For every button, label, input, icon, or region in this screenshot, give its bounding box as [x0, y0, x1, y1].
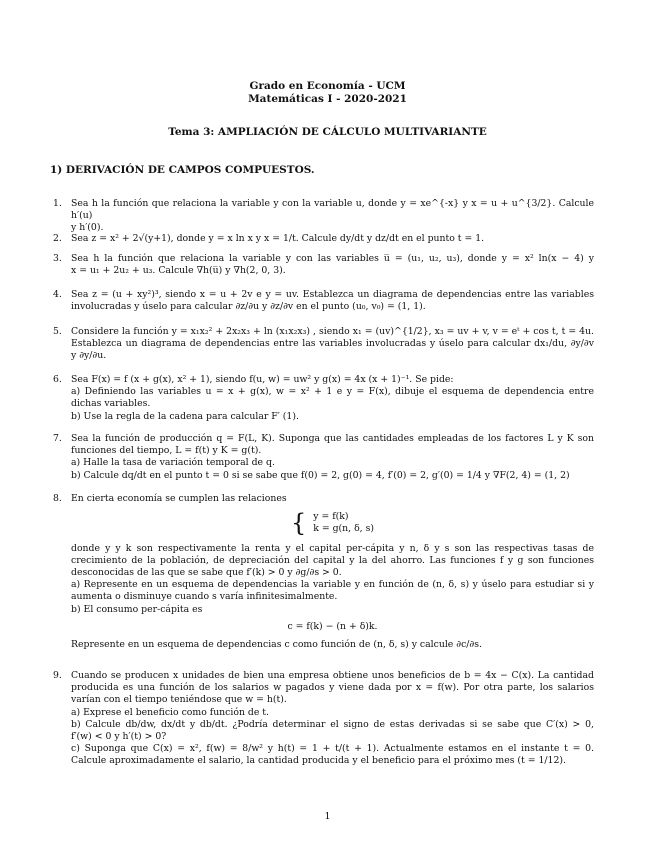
- exercise-number: 5.: [53, 326, 62, 337]
- exercise-line: a) Represente en un esquema de dependencias la variable y en función de (n, δ, s) y úselo para estudiar si y: [71, 579, 594, 591]
- exercise-number: 7.: [53, 433, 62, 444]
- exercise-line: b) Calcule db/dw, dx/dt y db/dt. ¿Podría determinar el signo de estas derivadas si se sabe que C′(x) > 0,: [71, 718, 594, 730]
- exercise-line: b) Use la regla de la cadena para calcular F′ (1).: [71, 410, 299, 422]
- exercise-line: funciones del tiempo, L = f(t) y K = g(t).: [71, 445, 262, 457]
- formula: c = f(k) − (n + δ)k.: [287, 620, 378, 632]
- header-course: Grado en Economía - UCM: [249, 80, 406, 92]
- exercise-line: c) Suponga que C(x) = x², f(w) = 8/w² y h(t) = 1 + t/(t + 1). Actualmente estamos en el instante t = 0.: [71, 743, 594, 755]
- exercise-9: [53, 670, 594, 768]
- exercise-line: Sea z = (u + xy²)³, siendo x = u + 2v e y = uv. Establezca un diagrama de dependencias entre las variables: [71, 289, 594, 300]
- exercise-number: 8.: [53, 493, 62, 504]
- exercise-line: a) Definiendo las variables u = x + g(x), w = x² + 1 e y = F(x), dibuje el esquema de dependencia entre: [71, 386, 594, 398]
- exercise-line: Sea la función de producción q = F(L, K). Suponga que las cantidades empleadas de los factores L y K son: [71, 433, 594, 444]
- exercise-line: a) Exprese el beneficio como función de t.: [71, 706, 269, 718]
- exercise-5: [53, 326, 594, 363]
- exercise-number: 4.: [53, 289, 62, 300]
- exercise-line: b) El consumo per-cápita es: [71, 603, 203, 615]
- exercise-4: [53, 289, 594, 313]
- exercise-line: Sea z = x² + 2√(y+1), donde y = x ln x y x = 1/t. Calcule dy/dt y dz/dt en el punto t = 1.: [71, 233, 485, 244]
- topic-title: Tema 3: AMPLIACIÓN DE CÁLCULO MULTIVARIANTE: [168, 126, 487, 138]
- exercise-line: f′(w) < 0 y h′(t) > 0?: [71, 731, 167, 743]
- equation-system: [71, 509, 594, 538]
- exercise-line: varían con el tiempo teniéndose que w = h(t).: [71, 694, 287, 706]
- exercise-line: a) Halle la tasa de variación temporal de q.: [71, 457, 275, 469]
- exercise-line: y h′(0).: [71, 222, 104, 234]
- exercise-6: [53, 374, 594, 423]
- exercise-3: [53, 253, 594, 277]
- exercise-number: 9.: [53, 670, 62, 681]
- left-brace: {: [291, 509, 307, 538]
- exercise-line: b) Calcule dq/dt en el punto t = 0 si se sabe que f(0) = 2, g(0) = 4, f′(0) = 2, g′(0) = 1/4 y ∇F(2, 4) = (1, 2): [71, 469, 570, 481]
- exercise-line: aumenta o disminuye cuando s varía infinitesimalmente.: [71, 591, 338, 603]
- exercise-1: [53, 198, 594, 235]
- exercise-number: 3.: [53, 253, 62, 264]
- exercise-number: 2.: [53, 233, 62, 244]
- exercise-line: dichas variables.: [71, 398, 151, 410]
- section-heading: 1) DERIVACIÓN DE CAMPOS COMPUESTOS.: [50, 164, 315, 176]
- exercise-line: Sea F(x) = f (x + g(x), x² + 1), siendo f(u, w) = uw² y g(x) = 4x (x + 1)⁻¹. Se pide:: [71, 374, 454, 385]
- exercise-7: [53, 433, 594, 482]
- exercise-line: Sea h la función que relaciona la variable y con la variable u, donde y = xe^{-x} y x = u + u^{3/2}. Calcule h′(u): [71, 198, 594, 222]
- exercise-number: 6.: [53, 374, 62, 385]
- exercise-line: desconocidas de las que se sabe que f′(k) > 0 y ∂g/∂s > 0.: [71, 567, 342, 579]
- exercise-2: [53, 233, 594, 245]
- exercise-line: Considere la función y = x₁x₂² + 2x₂x₃ + ln (x₁x₂x₃) , siendo x₁ = (uv)^{1/2}, x₃ = uv + v, v = eᵗ + cos t, t = 4u.: [71, 326, 594, 337]
- exercise-number: 1.: [53, 198, 62, 209]
- header-subject: Matemáticas I - 2020-2021: [248, 93, 407, 105]
- exercise-line: involucradas y úselo para calcular ∂z/∂u y ∂z/∂v en el punto (u₀, v₀) = (1, 1).: [71, 301, 426, 313]
- exercise-line: y ∂y/∂u.: [71, 350, 107, 362]
- exercise-line: En cierta economía se cumplen las relaciones: [71, 493, 287, 504]
- exercise-line: Cuando se producen x unidades de bien una empresa obtiene unos beneficios de b = 4x − C(x). La cantidad: [71, 670, 594, 681]
- exercise-line: crecimiento de la población, de depreciación del capital y la del ahorro. Las funciones f y g son funciones: [71, 554, 594, 566]
- exercise-line: Represente en un esquema de dependencias c como función de (n, δ, s) y calcule ∂c/∂s.: [71, 639, 482, 651]
- page-number: 1: [324, 811, 331, 822]
- equation-line: k = g(n, δ, s): [313, 523, 374, 535]
- equation-line: y = f(k): [313, 511, 349, 523]
- exercise-8: [53, 493, 594, 651]
- exercise-line: donde y y k son respectivamente la renta y el capital per-cápita y n, δ y s son las respectivas tasas de: [71, 542, 594, 554]
- equation-system-lines: [313, 511, 374, 535]
- exercise-line: Sea h la función que relaciona la variable y con las variables u̅ = (u₁, u₂, u₃), donde y = x² ln(x − 4) y: [71, 253, 594, 264]
- exercise-line: producida es una función de los salarios w pagados y viene dada por x = f(w). Por otra parte, los salarios: [71, 682, 594, 694]
- exercise-line: x = u₁ + 2u₂ + u₃. Calcule ∇h(u̅) y ∇h(2, 0, 3).: [71, 265, 286, 277]
- exercise-line: Establezca un diagrama de dependencias entre las variables involucradas y úselo para calcular dx₁/du, ∂y/∂v: [71, 338, 594, 350]
- exercise-line: Calcule aproximadamente el salario, la cantidad producida y el beneficio para el próximo mes (t = 1/12).: [71, 755, 566, 767]
